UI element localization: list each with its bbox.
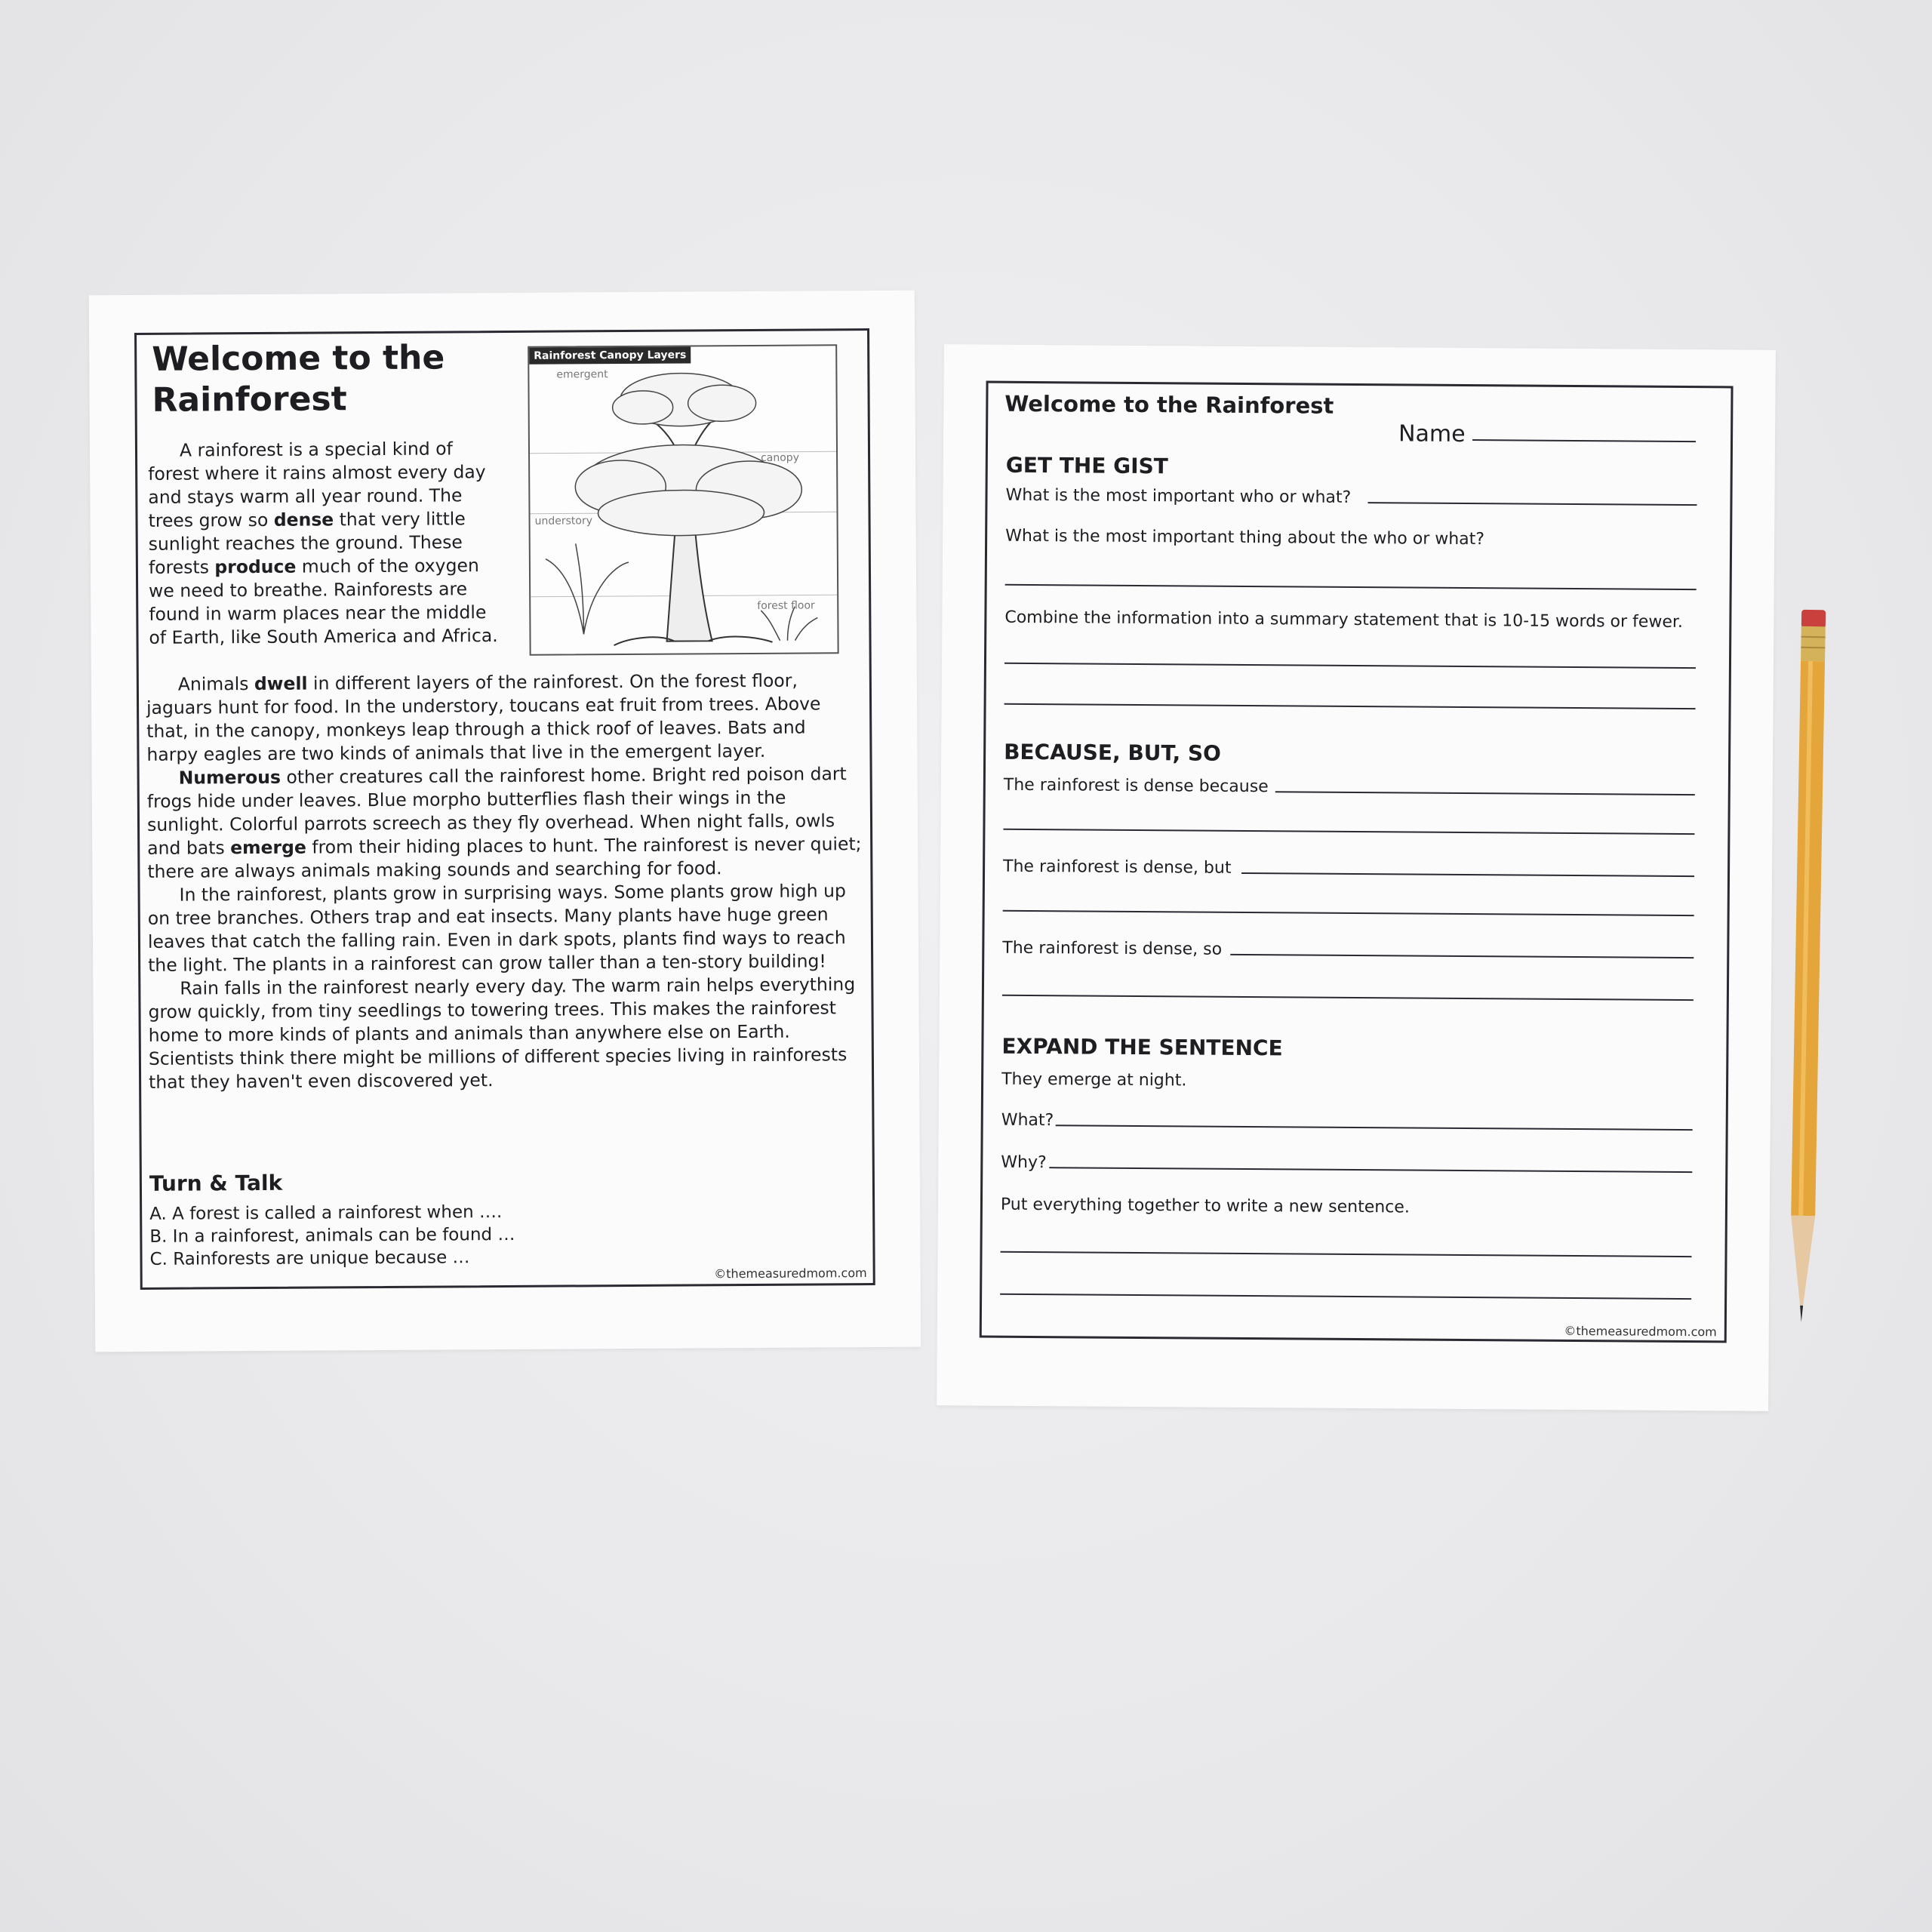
why-line[interactable] (1049, 1167, 1692, 1173)
pencil-eraser (1801, 610, 1826, 629)
label-understory: understory (534, 515, 593, 528)
summary-line-2[interactable] (1004, 703, 1696, 709)
name-line[interactable] (1472, 439, 1696, 442)
pencil-ferrule (1801, 626, 1826, 662)
reading-passage-sheet (89, 291, 921, 1352)
label-canopy: canopy (761, 451, 800, 464)
because-line-1[interactable] (1275, 791, 1695, 795)
pencil (1786, 604, 1829, 1329)
kernel-sentence: They emerge at night. (1001, 1069, 1187, 1091)
but-line-2[interactable] (1003, 910, 1694, 916)
turn-and-talk-list (149, 1200, 603, 1271)
gist-answer-line-2[interactable] (1005, 584, 1697, 590)
gist-question-1: What is the most important who or what? (1005, 485, 1352, 507)
paragraph-3: Numerous other creatures call the rainforest home. Bright red poison dart frogs hide under leaves. Blue morpho butterflies flash their wings in the sunlight. Colorful parrots screech as they fly overhead. When night falls, owls and bats emerge from their hiding places to hunt. The rainforest is never quiet; there are always animals making sounds and searching for food. (146, 763, 862, 882)
get-the-gist-heading: GET THE GIST (1005, 452, 1168, 479)
label-forest-floor: forest floor (757, 599, 815, 612)
gist-question-3: Combine the information into a summary statement that is 10-15 words or fewer. (1004, 608, 1684, 632)
paragraph-2: Animals dwell in different layers of the rainforest. On the forest floor, jaguars hunt for food. In the understory, toucans eat fruit from trees. Above that, in the canopy, monkeys leap through a thick roof of leaves. Bats and harpy eagles are two kinds of animals that live in the emergent layer. (146, 669, 821, 765)
passage-credit: ©themeasuredmom.com (714, 1266, 867, 1281)
turn-and-talk-title: Turn & Talk (149, 1170, 283, 1196)
summary-line-1[interactable] (1004, 663, 1696, 669)
pencil-lead (1800, 1306, 1803, 1322)
new-sentence-line-1[interactable] (1001, 1251, 1692, 1257)
worksheet-frame (980, 381, 1734, 1343)
gist-answer-line-1[interactable] (1367, 502, 1697, 506)
what-line[interactable] (1056, 1124, 1693, 1131)
so-prompt: The rainforest is dense, so (1002, 938, 1223, 959)
worksheet-sheet (937, 344, 1776, 1411)
diagram-title: Rainforest Canopy Layers (529, 346, 691, 364)
paragraph-4: In the rainforest, plants grow in surprising ways. Some plants grow high up on tree branches. Others trap and eat insects. Many plants have huge green leaves that catch the falling rain. Even in dark spots, plants find ways to reach the light. The plants in a rainforest can grow taller than a ten-story building! (147, 880, 846, 976)
gist-question-2: What is the most important thing about the who or what? (1005, 526, 1485, 549)
pencil-wood-tip (1789, 1216, 1815, 1306)
list-item: C. Rainforests are unique because … (149, 1247, 470, 1269)
combine-prompt: Put everything together to write a new sentence. (1000, 1195, 1410, 1217)
label-emergent: emergent (556, 368, 608, 381)
worksheet-credit: ©themeasuredmom.com (1564, 1323, 1717, 1340)
passage-title: Welcome to the Rainforest (152, 338, 445, 420)
name-label: Name (1398, 420, 1466, 448)
so-line-2[interactable] (1002, 995, 1694, 1001)
what-label: What? (1001, 1110, 1054, 1131)
intro-paragraph: A rainforest is a special kind of forest where it rains almost every day and stays warm all year round. The trees grow so dense that very little sunlight reaches the ground. These forests produce much of the oxygen we need to breathe. Rainforests are found in warm places near the middle of Earth, like South America and Africa. (148, 438, 498, 648)
but-prompt: The rainforest is dense, but (1003, 857, 1232, 878)
paragraph-5: Rain falls in the rainforest nearly every day. The warm rain helps everything grow quickly, from tiny seedlings to towering trees. This makes the rainforest home to more kinds of plants and animals than anywhere else on Earth. Scientists think there might be millions of different species living in rainforests that they haven't even discovered yet. (148, 974, 856, 1093)
passage-body (146, 669, 864, 1094)
but-line-1[interactable] (1241, 872, 1694, 877)
canopy-layers-diagram (528, 344, 838, 655)
new-sentence-line-2[interactable] (1000, 1294, 1691, 1300)
because-prompt: The rainforest is dense because (1003, 775, 1269, 797)
passage-frame (134, 328, 875, 1290)
list-item: B. In a rainforest, animals can be found … (149, 1224, 515, 1247)
list-item: A. A forest is called a rainforest when …. (149, 1202, 503, 1224)
so-line-1[interactable] (1230, 954, 1694, 958)
expand-the-sentence-heading: EXPAND THE SENTENCE (1001, 1033, 1283, 1061)
worksheet-title: Welcome to the Rainforest (1004, 390, 1334, 419)
because-but-so-heading: BECAUSE, BUT, SO (1004, 739, 1222, 766)
because-line-2[interactable] (1003, 829, 1694, 835)
why-label: Why? (1001, 1152, 1047, 1173)
